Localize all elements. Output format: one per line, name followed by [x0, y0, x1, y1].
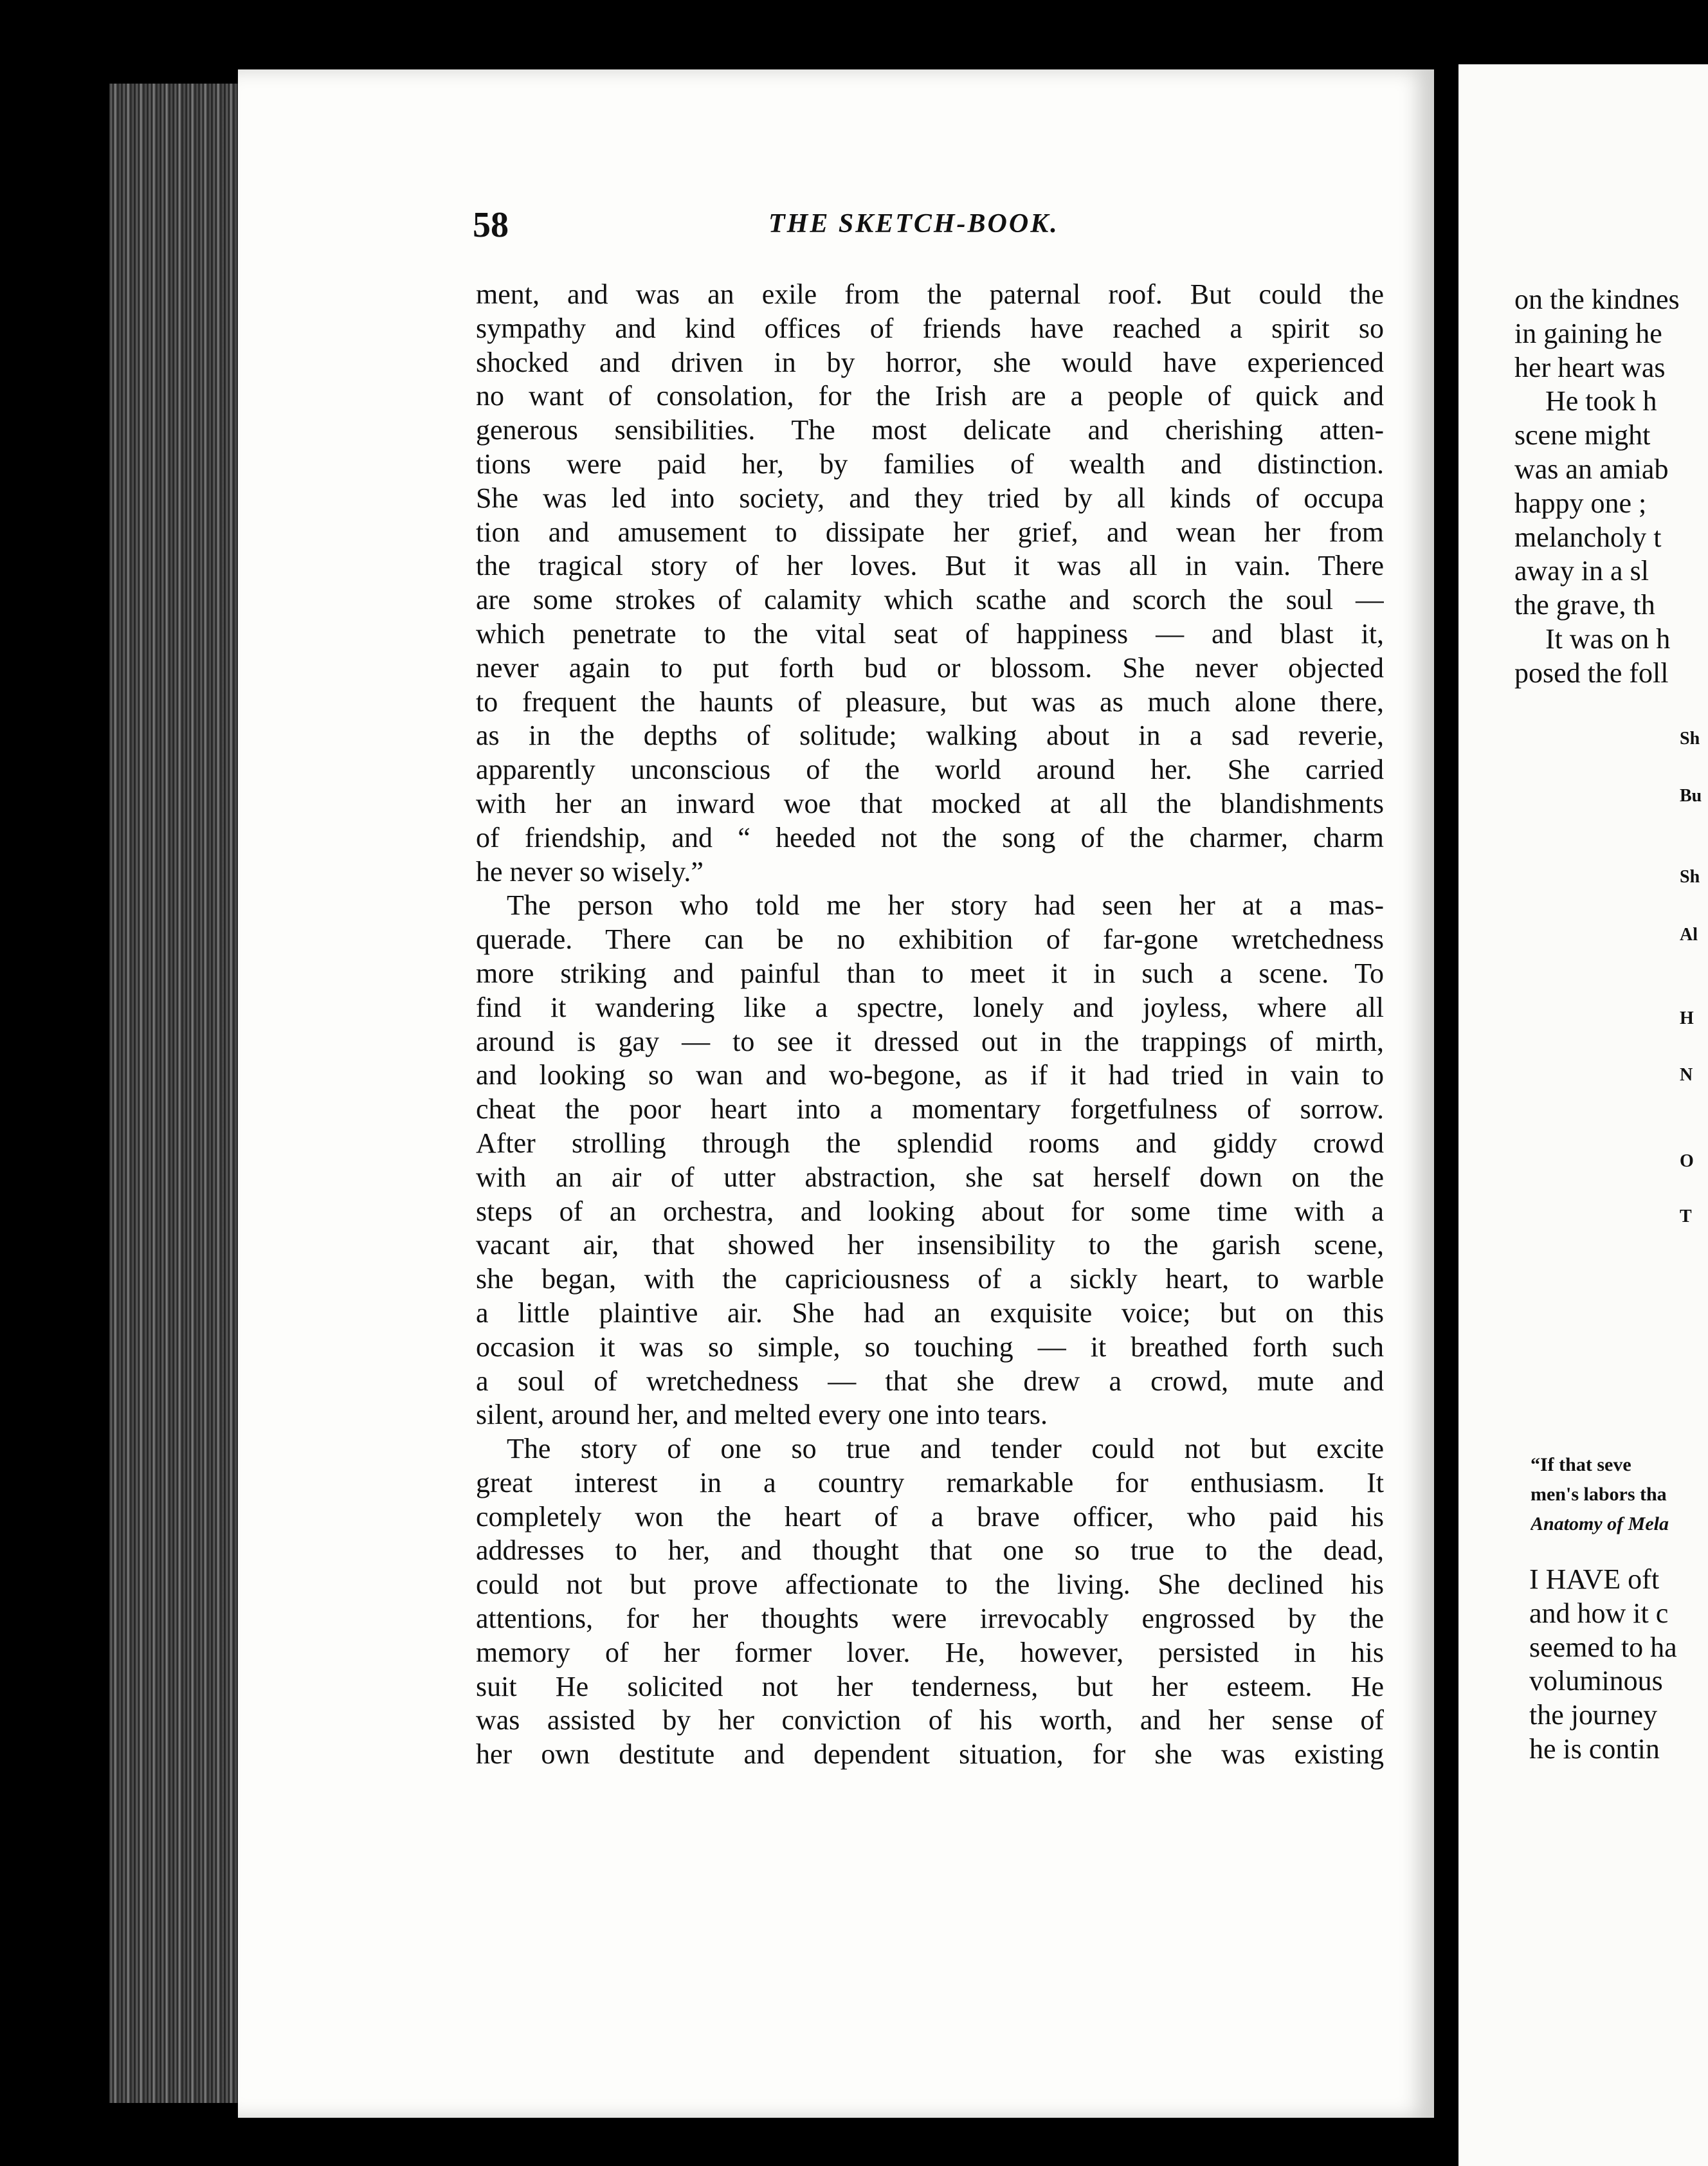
text-line: The person who told me her story had seen her at a mas-	[507, 889, 1384, 922]
running-head: THE SKETCH-BOOK.	[768, 209, 1059, 239]
poem-fragment: Al	[1680, 925, 1698, 945]
text-line: was an amiab	[1514, 453, 1669, 485]
text-line: happy one ;	[1514, 487, 1647, 519]
right-page-text-bottom	[1529, 1563, 1708, 1767]
text-line: the tragical story of her loves. But it was all in vain. There	[476, 550, 1384, 582]
text-line: He took h	[1545, 385, 1657, 417]
text-line: tions were paid her, by families of wealth and distinction.	[476, 448, 1384, 480]
book-page-edges	[109, 84, 238, 2103]
poem-fragment: Sh	[1680, 729, 1700, 749]
text-line: and looking so wan and wo-begone, as if it had tried in vain to	[476, 1059, 1384, 1091]
text-line: great interest in a country remarkable for enthusiasm. It	[476, 1466, 1384, 1498]
poem-fragment: N	[1680, 1065, 1693, 1085]
scanner-mark	[0, 463, 23, 482]
text-line: tion and amusement to dissipate her grief, and wean her from	[476, 516, 1384, 548]
text-line: find it wandering like a spectre, lonely and joyless, where all	[476, 991, 1384, 1023]
text-line: of friendship, and “ heeded not the song of the charmer, charm	[476, 821, 1384, 853]
text-line: melancholy t	[1514, 521, 1662, 553]
text-line: She was led into society, and they tried by all kinds of occupa	[476, 482, 1384, 514]
epigraph-line: “If that seve	[1531, 1454, 1631, 1475]
text-line: a little plaintive air. She had an exquisite voice; but on this	[476, 1297, 1384, 1329]
text-line: I HAVE oft	[1529, 1563, 1660, 1595]
text-line: attentions, for her thoughts were irrevocably engrossed by the	[476, 1603, 1384, 1635]
text-line: the journey	[1529, 1699, 1658, 1731]
text-line: silent, around her, and melted every one into tears.	[476, 1399, 1048, 1431]
text-line: suit He solicited not her tenderness, but her esteem. He	[476, 1670, 1384, 1702]
text-line: voluminous	[1529, 1665, 1663, 1697]
text-line: on the kindnes	[1514, 284, 1680, 315]
text-line: no want of consolation, for the Irish are a people of quick and	[476, 380, 1384, 412]
text-line: her heart was	[1514, 351, 1666, 383]
text-line: posed the foll	[1514, 657, 1669, 689]
text-line: sympathy and kind offices of friends have reached a spirit so	[476, 312, 1384, 344]
text-line: are some strokes of calamity which scathe and scorch the soul —	[476, 584, 1384, 616]
text-line: a soul of wretchedness — that she drew a crowd, mute and	[476, 1365, 1384, 1397]
text-line: with her an inward woe that mocked at all the blandishments	[476, 787, 1384, 819]
text-line: steps of an orchestra, and looking about for some time with a	[476, 1195, 1384, 1227]
text-line: with an air of utter abstraction, she sat herself down on the	[476, 1161, 1384, 1193]
text-line: to frequent the haunts of pleasure, but was as much alone there,	[476, 686, 1384, 718]
text-line: she began, with the capriciousness of a sickly heart, to warble	[476, 1263, 1384, 1295]
epigraph	[1531, 1450, 1708, 1539]
text-line: occasion it was so simple, so touching — it breathed forth such	[476, 1331, 1384, 1363]
text-line: in gaining he	[1514, 317, 1662, 349]
text-line: around is gay — to see it dressed out in the trappings of mirth,	[476, 1025, 1384, 1057]
epigraph-line: men's labors tha	[1531, 1484, 1667, 1505]
poem-fragment: Bu	[1680, 786, 1702, 806]
text-line: completely won the heart of a brave officer, who paid his	[476, 1500, 1384, 1533]
text-line: he never so wisely.”	[476, 855, 704, 887]
epigraph-line: Anatomy of Mela	[1531, 1513, 1669, 1534]
book-gutter	[1434, 51, 1458, 2166]
text-line: could not but prove affectionate to the living. She declined his	[476, 1569, 1384, 1601]
poem-fragment: O	[1680, 1151, 1694, 1171]
text-line: the grave, th	[1514, 589, 1655, 621]
poem-fragment: Sh	[1680, 867, 1700, 887]
text-line: and how it c	[1529, 1597, 1669, 1629]
text-line: was assisted by her conviction of his worth, and her sense of	[476, 1704, 1384, 1736]
text-line: After strolling through the splendid rooms and giddy crowd	[476, 1127, 1384, 1159]
text-line: her own destitute and dependent situation, for she was existing	[476, 1738, 1384, 1770]
text-line: The story of one so true and tender could not but excite	[507, 1433, 1384, 1465]
poem-fragment: T	[1680, 1206, 1692, 1226]
text-line: ment, and was an exile from the paternal roof. But could the	[476, 278, 1384, 310]
text-line: as in the depths of solitude; walking about in a sad reverie,	[476, 720, 1384, 752]
text-line: never again to put forth bud or blossom. She never objected	[476, 651, 1384, 684]
text-line: shocked and driven in by horror, she would have experienced	[476, 346, 1384, 378]
text-line: scene might	[1514, 419, 1651, 451]
poem-fragment: H	[1680, 1008, 1694, 1028]
text-line: querade. There can be no exhibition of far-gone wretchedness	[476, 924, 1384, 956]
text-line: cheat the poor heart into a momentary forgetfulness of sorrow.	[476, 1093, 1384, 1125]
text-line: It was on h	[1545, 623, 1671, 655]
page-header	[473, 205, 1386, 256]
right-page-text-top	[1514, 283, 1708, 691]
text-line: vacant air, that showed her insensibility to the garish scene,	[476, 1229, 1384, 1261]
body-text	[476, 278, 1384, 1772]
text-line: which penetrate to the vital seat of happiness — and blast it,	[476, 617, 1384, 650]
text-line: memory of her former lover. He, however, persisted in his	[476, 1636, 1384, 1668]
text-line: generous sensibilities. The most delicate and cherishing atten-	[476, 414, 1384, 446]
text-line: more striking and painful than to meet it in such a scene. To	[476, 957, 1384, 989]
text-line: addresses to her, and thought that one so true to the dead,	[476, 1534, 1384, 1567]
text-line: he is contin	[1529, 1733, 1660, 1765]
text-line: away in a sl	[1514, 555, 1649, 587]
text-line: apparently unconscious of the world around her. She carried	[476, 754, 1384, 786]
page-number: 58	[473, 205, 509, 245]
text-line: seemed to ha	[1529, 1631, 1677, 1663]
